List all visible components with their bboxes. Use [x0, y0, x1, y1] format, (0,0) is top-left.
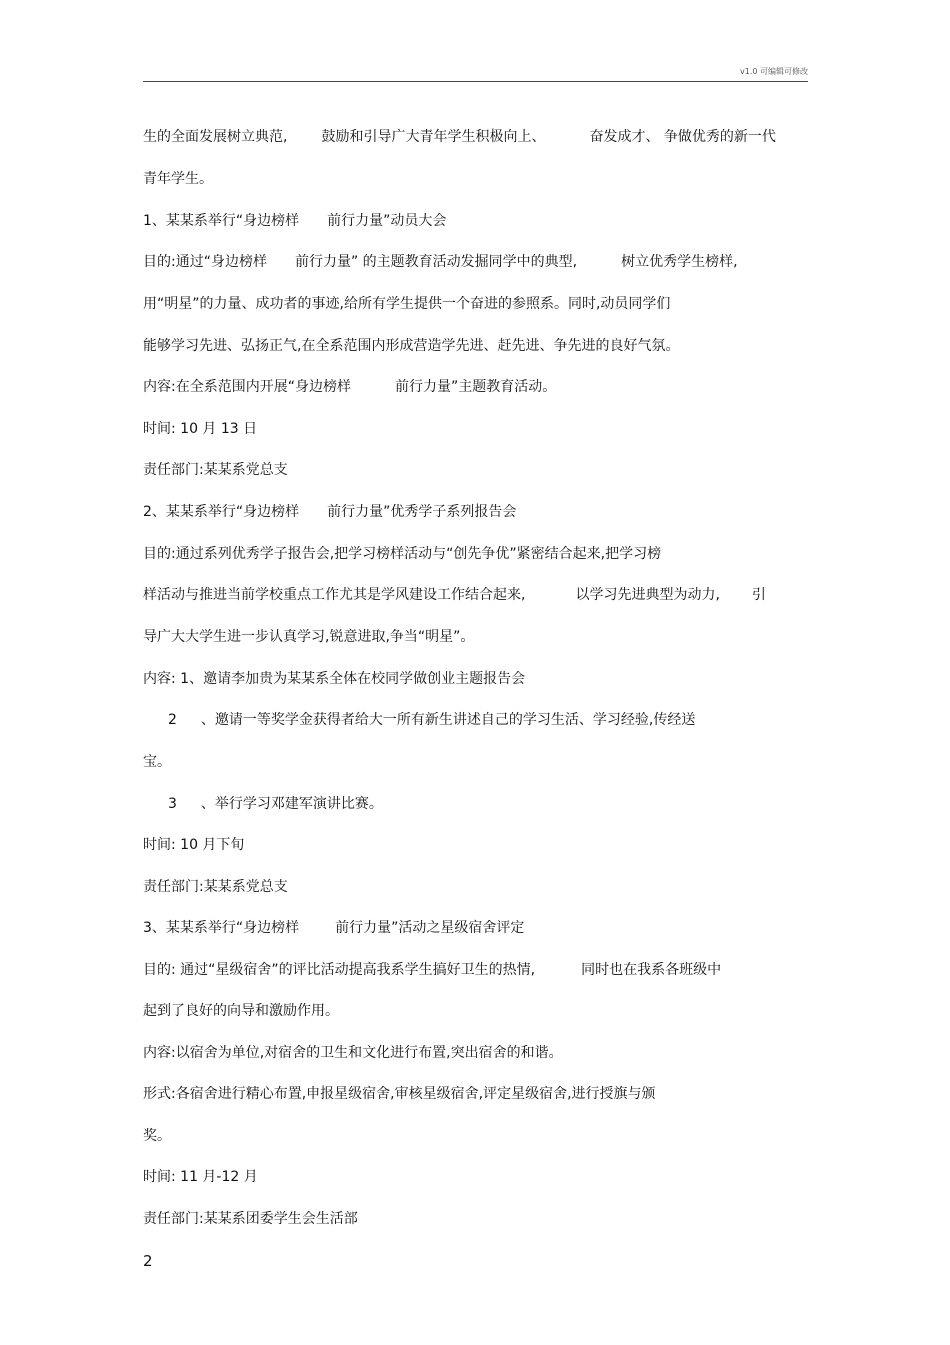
text-segment: 样活动与推进当前学校重点工作尤其是学风建设工作结合起来, [143, 587, 526, 603]
paragraph-line [143, 586, 808, 604]
paragraph-line: 宝。 [143, 754, 171, 770]
paragraph-line: 内容:以宿舍为单位,对宿舍的卫生和文化进行布置,突出宿舍的和谐。 [143, 1045, 563, 1061]
text-segment: 3、某某系举行“身边榜样 [143, 920, 300, 936]
text-segment: 树立优秀学生榜样, [621, 254, 738, 270]
paragraph-line [143, 961, 808, 979]
department-line: 责任部门:某某系团委学生会生活部 [143, 1211, 358, 1227]
text-segment: 、举行学习邓建军演讲比赛。 [200, 796, 383, 812]
paragraph-line [143, 253, 808, 271]
paragraph-line: 导广大大学生进一步认真学习,锐意进取,争当“明星”。 [143, 629, 475, 645]
paragraph-line: 用“明星”的力量、成功者的事迹,给所有学生提供一个奋进的参照系。同时,动员同学们 [143, 296, 671, 312]
list-number: 3 [168, 796, 177, 812]
text-segment: 前行力量”主题教育活动。 [394, 379, 557, 395]
department-line: 责任部门:某某系党总支 [143, 462, 288, 478]
department-line: 责任部门:某某系党总支 [143, 879, 288, 895]
text-segment: 前行力量” 的主题教育活动发掘同学中的典型, [294, 254, 578, 270]
header-version-note: v1.0 可编辑可修改 [740, 67, 808, 76]
time-line: 时间: 10 月 13 日 [143, 421, 258, 437]
time-line: 时间: 11 月-12 月 [143, 1169, 258, 1185]
section-title [143, 212, 808, 230]
text-segment: 目的:通过“身边榜样 [143, 254, 267, 270]
paragraph-line [143, 128, 808, 146]
text-segment: 、邀请一等奖学金获得者给大一所有新生讲述自己的学习生活、学习经验,传经送 [200, 712, 696, 728]
text-segment: 前行力量”优秀学子系列报告会 [327, 504, 517, 520]
header-divider [143, 81, 808, 82]
time-line: 时间: 10 月下旬 [143, 837, 245, 853]
section-title [143, 503, 808, 521]
paragraph-line: 形式:各宿舍进行精心布置,申报星级宿舍,审核星级宿舍,评定星级宿舍,进行授旗与颁 [143, 1086, 656, 1102]
text-segment: 1、某某系举行“身边榜样 [143, 213, 300, 229]
list-number: 2 [168, 712, 177, 728]
paragraph-line: 能够学习先进、弘扬正气,在全系范围内形成营造学先进、赶先进、争先进的良好气氛。 [143, 338, 680, 354]
text-segment: 目的: 通过“星级宿舍”的评比活动提高我系学生搞好卫生的热情, [143, 962, 536, 978]
text-segment: 引 [751, 587, 766, 603]
page-number: 2 [143, 1252, 153, 1270]
text-segment: 2、某某系举行“身边榜样 [143, 504, 300, 520]
list-item [168, 711, 833, 729]
text-segment: 前行力量”动员大会 [327, 213, 447, 229]
paragraph-line: 青年学生。 [143, 171, 213, 187]
paragraph-line [143, 378, 808, 396]
list-item [168, 795, 833, 813]
text-segment: 以学习先进典型为动力, [575, 587, 720, 603]
section-title [143, 919, 808, 937]
text-segment: 前行力量”活动之星级宿舍评定 [335, 920, 525, 936]
text-segment: 同时也在我系各班级中 [581, 962, 722, 978]
text-segment: 鼓励和引导广大青年学生积极向上、 [321, 129, 546, 145]
paragraph-line: 奖。 [143, 1128, 171, 1144]
paragraph-line: 起到了良好的向导和激励作用。 [143, 1003, 339, 1019]
text-segment: 内容:在全系范围内开展“身边榜样 [143, 379, 351, 395]
paragraph-line: 内容: 1、邀请李加贵为某某系全体在校同学做创业主题报告会 [143, 671, 526, 687]
text-segment: 奋发成才、 争做优秀的新一代 [589, 129, 776, 145]
text-segment: 生的全面发展树立典范, [143, 129, 288, 145]
paragraph-line: 目的:通过系列优秀学子报告会,把学习榜样活动与“创先争优”紧密结合起来,把学习榜 [143, 546, 662, 562]
